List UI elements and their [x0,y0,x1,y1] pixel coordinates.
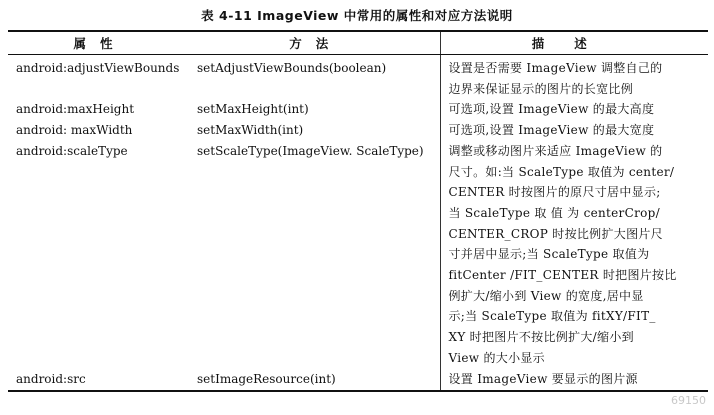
header-description: 描述 [440,31,708,55]
cell-attribute: android:src [8,369,192,392]
header-method: 方法 [192,31,440,55]
description-line: 边界来保证显示的图片的长宽比例 [448,81,634,96]
attribute-table [8,30,708,392]
cell-attribute: android:maxHeight [16,102,135,117]
cell-method: setImageResource(int) [192,369,440,392]
description-line: 可选项,设置 ImageView 的最大高度 [448,102,655,117]
table-row [8,369,708,392]
cell-method: setScaleType(ImageView. ScaleType) [197,143,424,158]
description-line: 例扩大/缩小到 View 的宽度,居中显 [448,288,644,303]
table-row [8,99,708,120]
description-line: 调整或移动图片来适应 ImageView 的 [448,143,663,158]
table-row [8,141,708,369]
description-line: 尺寸。如:当 ScaleType 取值为 center/ [448,164,675,179]
header-attribute: 属性 [8,31,192,55]
description-line: CENTER 时按图片的原尺寸居中显示; [448,185,661,200]
cell-description [440,141,708,369]
description-line: 当 ScaleType 取 值 为 centerCrop/ [448,205,660,220]
cell-attribute: android:scaleType [16,143,128,158]
cell-method: setMaxWidth(int) [197,123,304,138]
cell-method: setMaxHeight(int) [197,102,309,117]
description-line: fitCenter /FIT_CENTER 时把图片按比 [448,268,677,283]
cell-attribute: android:adjustViewBounds [16,61,180,75]
description-line: View 的大小显示 [448,350,545,365]
cell-description [440,369,708,392]
description-line: 设置 ImageView 要显示的图片源 [448,371,638,386]
table-row [8,120,708,141]
description-line: 可选项,设置 ImageView 的最大宽度 [448,123,655,138]
cell-method: setAdjustViewBounds(boolean) [197,61,387,75]
description-line: XY 时把图片不按比例扩大/缩小到 [448,330,634,345]
watermark-text: 69150 [671,394,706,407]
description-line: 寸并居中显示;当 ScaleType 取值为 [448,247,650,262]
cell-description [440,55,708,100]
description-line: CENTER_CROP 时按比例扩大图片尺 [448,226,663,241]
cell-description [440,99,708,120]
table-header-row [8,31,708,55]
cell-attribute: android: maxWidth [16,123,133,138]
table-caption: 表 4-11 ImageView 中常用的属性和对应方法说明 [201,8,513,23]
description-line: 示;当 ScaleType 取值为 fitXY/FIT_ [448,309,656,324]
table-row [8,55,708,100]
cell-description [440,120,708,141]
description-line: 设置是否需要 ImageView 调整自己的 [448,61,663,75]
